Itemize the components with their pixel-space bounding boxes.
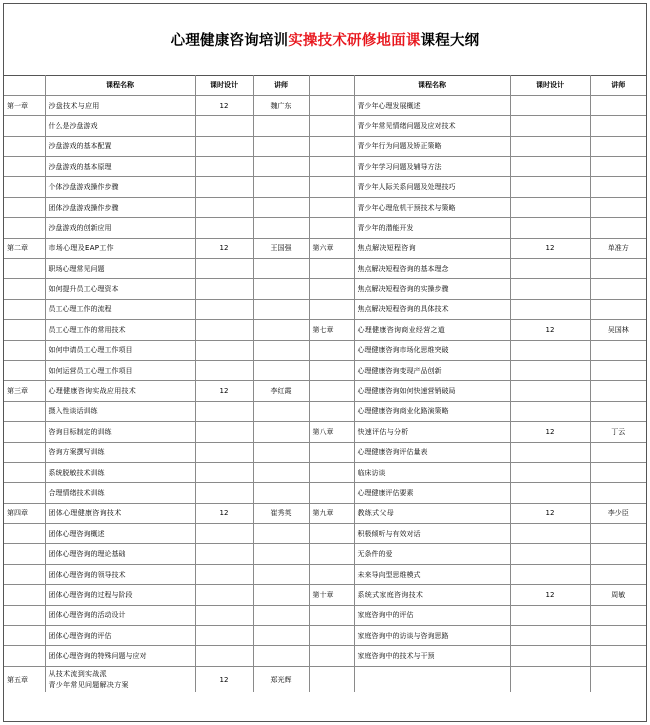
lecturer-left: [253, 360, 309, 380]
lecturer-left: [253, 197, 309, 217]
topic-right: 焦点解决短程咨询的基本理念: [354, 259, 510, 279]
lecturer-left: [253, 646, 309, 666]
chapter-label-left: [4, 646, 45, 666]
table-row: [4, 503, 646, 523]
table-row: [4, 605, 646, 625]
lecturer-left: [253, 524, 309, 544]
hours-left: 12: [195, 95, 253, 115]
lecturer-right: [590, 299, 646, 319]
lecturer-left: [253, 177, 309, 197]
lecturer-right: [590, 524, 646, 544]
topic-left: 沙盘游戏的创新应用: [45, 218, 195, 238]
lecturer-right: [590, 564, 646, 584]
hours-right: [510, 360, 590, 380]
hours-right: [510, 564, 590, 584]
chapter-title-right: 教练式父母: [354, 503, 510, 523]
syllabus-table: [4, 75, 646, 692]
topic-right: 心理健康咨询评估量表: [354, 442, 510, 462]
hours-right: [510, 462, 590, 482]
lecturer-left: [253, 585, 309, 605]
lecturer-right: [590, 605, 646, 625]
title-row: [4, 4, 646, 76]
lecturer-right: [590, 197, 646, 217]
hours-left: [195, 116, 253, 136]
topic-right: 家庭咨询中的技术与干预: [354, 646, 510, 666]
table-row: [4, 157, 646, 177]
chapter-label-left: [4, 564, 45, 584]
chapter-label-right: [309, 299, 354, 319]
topic-right: 心理健康咨询市场化思维突破: [354, 340, 510, 360]
chapter-label-right: [309, 197, 354, 217]
chapter-label-right: [309, 259, 354, 279]
table-row: [4, 646, 646, 666]
chapter-title-right: 快速评估与分析: [354, 422, 510, 442]
hours-right: 12: [510, 238, 590, 258]
hours-left: [195, 279, 253, 299]
chapter-title-left: 团体心理健康咨询技术: [45, 503, 195, 523]
chapter-label-right: [309, 524, 354, 544]
topic-left: 咨询目标制定的训练: [45, 422, 195, 442]
lecturer-right: [590, 340, 646, 360]
hours-left: 12: [195, 666, 253, 692]
table-row: [4, 585, 646, 605]
hours-right: [510, 483, 590, 503]
table-row: [4, 116, 646, 136]
table-row: [4, 422, 646, 442]
topic-left: 团体心理咨询的理论基础: [45, 544, 195, 564]
lecturer-right: [590, 483, 646, 503]
hours-right: [510, 95, 590, 115]
chapter-title-left: 心理健康咨询实战应用技术: [45, 381, 195, 401]
lecturer-right: 李少臣: [590, 503, 646, 523]
hours-left: [195, 564, 253, 584]
chapter-title-right: 心理健康咨询商业经营之道: [354, 320, 510, 340]
chapter-label-left: [4, 544, 45, 564]
chapter-label-right: [309, 666, 354, 692]
chapter-label-left: [4, 197, 45, 217]
chapter-label-right: 第九章: [309, 503, 354, 523]
hours-right: [510, 177, 590, 197]
topic-right: 青少年人际关系问题及处理技巧: [354, 177, 510, 197]
hours-left: [195, 544, 253, 564]
chapter-label-right: [309, 442, 354, 462]
hours-left: [195, 442, 253, 462]
topic-right: 心理健康咨询如何快速营销破局: [354, 381, 510, 401]
chapter-title-left: 市场心理及EAP工作: [45, 238, 195, 258]
topic-right: 家庭咨询中的评估: [354, 605, 510, 625]
topic-right: 焦点解决短程咨询的实操步骤: [354, 279, 510, 299]
hours-left: [195, 483, 253, 503]
topic-left: 团体沙盘游戏操作步骤: [45, 197, 195, 217]
title-part-3: 课程大纲: [420, 33, 480, 49]
table-row: [4, 442, 646, 462]
table-row: [4, 483, 646, 503]
topic-right: 临床访谈: [354, 462, 510, 482]
lecturer-right: [590, 177, 646, 197]
hours-left: [195, 401, 253, 421]
chapter-label-right: [309, 626, 354, 646]
hours-right: [510, 401, 590, 421]
lecturer-right: [590, 157, 646, 177]
chapter-label-right: [309, 116, 354, 136]
lecturer-right: [590, 360, 646, 380]
hours-right: [510, 666, 590, 692]
lecturer-right: [590, 626, 646, 646]
chapter-label-left: [4, 218, 45, 238]
topic-right: 心理健康咨询变现产品创新: [354, 360, 510, 380]
table-row: [4, 524, 646, 544]
page-title: [171, 29, 480, 50]
chapter-label-right: [309, 279, 354, 299]
lecturer-right: [590, 381, 646, 401]
chapter-label-left: [4, 116, 45, 136]
header-course-left: 课程名称: [45, 75, 195, 95]
hours-right: [510, 524, 590, 544]
topic-left: 摄入性谈话训练: [45, 401, 195, 421]
hours-left: [195, 585, 253, 605]
chapter-label-left: [4, 626, 45, 646]
lecturer-right: [590, 95, 646, 115]
table-row: [4, 279, 646, 299]
topic-left: 个体沙盘游戏操作步骤: [45, 177, 195, 197]
hours-right: [510, 157, 590, 177]
hours-right: 12: [510, 585, 590, 605]
lecturer-right: 周敏: [590, 585, 646, 605]
chapter-label-right: [309, 462, 354, 482]
lecturer-left: [253, 299, 309, 319]
lecturer-right: [590, 544, 646, 564]
chapter-label-left: 第四章: [4, 503, 45, 523]
hours-left: [195, 299, 253, 319]
topic-left: 系统脱敏技术训练: [45, 462, 195, 482]
hours-right: [510, 136, 590, 156]
lecturer-left: 郑光辉: [253, 666, 309, 692]
lecturer-right: [590, 279, 646, 299]
lecturer-left: [253, 544, 309, 564]
topic-left: 如何申请员工心理工作项目: [45, 340, 195, 360]
chapter-label-left: 第五章: [4, 666, 45, 692]
table-row: [4, 95, 646, 115]
table-row: [4, 462, 646, 482]
chapter-title-right: 焦点解决短程咨询: [354, 238, 510, 258]
table-row: [4, 238, 646, 258]
lecturer-left: [253, 422, 309, 442]
topic-right: 积极倾听与有效对话: [354, 524, 510, 544]
chapter-label-right: 第七章: [309, 320, 354, 340]
topic-left: 沙盘游戏的基本原理: [45, 157, 195, 177]
chapter-label-left: 第二章: [4, 238, 45, 258]
chapter-label-right: [309, 360, 354, 380]
topic-right: 青少年常见情绪问题及应对技术: [354, 116, 510, 136]
hours-right: 12: [510, 422, 590, 442]
lecturer-right: 吴国林: [590, 320, 646, 340]
hours-right: [510, 218, 590, 238]
chapter-label-left: [4, 136, 45, 156]
hours-right: [510, 381, 590, 401]
table-row: [4, 299, 646, 319]
hours-left: [195, 320, 253, 340]
topic-left: 团体心理咨询的评估: [45, 626, 195, 646]
chapter-label-left: [4, 299, 45, 319]
header-course-right: 课程名称: [354, 75, 510, 95]
lecturer-left: [253, 157, 309, 177]
lecturer-left: [253, 442, 309, 462]
header-row: [4, 75, 646, 95]
lecturer-right: 单准方: [590, 238, 646, 258]
lecturer-right: [590, 646, 646, 666]
table-row: [4, 320, 646, 340]
hours-right: [510, 626, 590, 646]
chapter-label-right: 第十章: [309, 585, 354, 605]
topic-right: 家庭咨询中的访谈与咨询思路: [354, 626, 510, 646]
hours-left: [195, 218, 253, 238]
topic-left: 咨询方案撰写训练: [45, 442, 195, 462]
lecturer-left: [253, 279, 309, 299]
header-hours-left: 课时设计: [195, 75, 253, 95]
header-chapter-left: [4, 75, 45, 95]
hours-right: [510, 442, 590, 462]
chapter-label-left: [4, 585, 45, 605]
hours-left: [195, 605, 253, 625]
chapter-label-left: [4, 360, 45, 380]
lecturer-left: 王国强: [253, 238, 309, 258]
table-row: [4, 564, 646, 584]
hours-right: [510, 259, 590, 279]
chapter-label-right: [309, 605, 354, 625]
chapter-label-right: [309, 564, 354, 584]
topic-left: 团体心理咨询的领导技术: [45, 564, 195, 584]
topic-right: 青少年心理发展概述: [354, 95, 510, 115]
syllabus-sheet: [3, 3, 647, 722]
table-row: [4, 197, 646, 217]
header-hours-right: 课时设计: [510, 75, 590, 95]
lecturer-left: [253, 136, 309, 156]
hours-right: [510, 279, 590, 299]
chapter-title-right: 系统式家庭咨询技术: [354, 585, 510, 605]
chapter-label-left: 第一章: [4, 95, 45, 115]
topic-left: 合理情绪技术训练: [45, 483, 195, 503]
chapter-label-left: [4, 524, 45, 544]
header-lecturer-right: 讲师: [590, 75, 646, 95]
topic-right: 焦点解决短程咨询的具体技术: [354, 299, 510, 319]
chapter-label-left: [4, 422, 45, 442]
hours-left: [195, 524, 253, 544]
table-row: [4, 136, 646, 156]
table-row: [4, 381, 646, 401]
lecturer-right: [590, 666, 646, 692]
chapter-label-right: [309, 157, 354, 177]
chapter-label-left: [4, 177, 45, 197]
topic-left: 员工心理工作的流程: [45, 299, 195, 319]
topic-left: 什么是沙盘游戏: [45, 116, 195, 136]
hours-left: [195, 340, 253, 360]
lecturer-left: [253, 116, 309, 136]
hours-right: [510, 299, 590, 319]
lecturer-left: [253, 605, 309, 625]
hours-left: 12: [195, 381, 253, 401]
lecturer-left: 李红霞: [253, 381, 309, 401]
topic-left: 如何提升员工心理资本: [45, 279, 195, 299]
chapter-title-line-1: 从技术流到实战派: [48, 669, 107, 678]
table-row: [4, 401, 646, 421]
topic-right: 未来导向型思维模式: [354, 564, 510, 584]
chapter-label-left: [4, 279, 45, 299]
hours-left: [195, 157, 253, 177]
chapter-label-right: 第六章: [309, 238, 354, 258]
lecturer-left: [253, 340, 309, 360]
chapter-label-left: [4, 259, 45, 279]
chapter-label-left: [4, 340, 45, 360]
lecturer-right: [590, 401, 646, 421]
lecturer-left: 魏广东: [253, 95, 309, 115]
chapter-label-left: [4, 157, 45, 177]
table-row: [4, 626, 646, 646]
lecturer-right: [590, 259, 646, 279]
hours-right: [510, 340, 590, 360]
table-row: [4, 360, 646, 380]
topic-left: 团体心理咨询概述: [45, 524, 195, 544]
hours-left: [195, 197, 253, 217]
topic-left: 如何运营员工心理工作项目: [45, 360, 195, 380]
table-row: [4, 177, 646, 197]
lecturer-left: [253, 320, 309, 340]
topic-right: 心理健康咨询商业化路演策略: [354, 401, 510, 421]
lecturer-right: [590, 136, 646, 156]
topic-left: 团体心理咨询的特殊问题与应对: [45, 646, 195, 666]
chapter-label-right: [309, 340, 354, 360]
hours-left: 12: [195, 503, 253, 523]
table-row: [4, 218, 646, 238]
table-row: [4, 666, 646, 692]
lecturer-right: [590, 116, 646, 136]
topic-right: [354, 666, 510, 692]
table-row: [4, 544, 646, 564]
chapter-label-left: [4, 401, 45, 421]
chapter-label-right: [309, 95, 354, 115]
chapter-title-left: [45, 666, 195, 692]
lecturer-left: 崔秀英: [253, 503, 309, 523]
hours-left: [195, 360, 253, 380]
lecturer-left: [253, 483, 309, 503]
hours-right: [510, 605, 590, 625]
topic-right: 青少年学习问题及辅导方法: [354, 157, 510, 177]
lecturer-right: 丁云: [590, 422, 646, 442]
chapter-title-line-2: 青少年常见问题解决方案: [48, 680, 129, 689]
topic-left: 员工心理工作的常用技术: [45, 320, 195, 340]
chapter-label-right: [309, 544, 354, 564]
lecturer-left: [253, 401, 309, 421]
topic-right: 心理健康评估要素: [354, 483, 510, 503]
lecturer-right: [590, 442, 646, 462]
hours-left: [195, 422, 253, 442]
chapter-label-right: [309, 381, 354, 401]
hours-left: [195, 177, 253, 197]
chapter-label-left: [4, 442, 45, 462]
hours-right: [510, 544, 590, 564]
chapter-label-right: [309, 218, 354, 238]
topic-right: 青少年的潜能开发: [354, 218, 510, 238]
title-part-1: 心理健康咨询培训: [170, 33, 289, 49]
hours-right: 12: [510, 320, 590, 340]
lecturer-left: [253, 626, 309, 646]
chapter-label-left: [4, 605, 45, 625]
title-part-highlight: 实操技术研修地面课: [288, 33, 421, 49]
hours-left: [195, 646, 253, 666]
lecturer-right: [590, 218, 646, 238]
topic-left: 职场心理常见问题: [45, 259, 195, 279]
hours-left: 12: [195, 238, 253, 258]
chapter-label-left: [4, 483, 45, 503]
chapter-label-right: [309, 177, 354, 197]
lecturer-left: [253, 259, 309, 279]
topic-left: 沙盘游戏的基本配置: [45, 136, 195, 156]
hours-left: [195, 136, 253, 156]
lecturer-left: [253, 218, 309, 238]
hours-left: [195, 626, 253, 646]
topic-left: 团体心理咨询的过程与阶段: [45, 585, 195, 605]
table-row: [4, 340, 646, 360]
chapter-label-right: [309, 136, 354, 156]
hours-left: [195, 259, 253, 279]
hours-right: [510, 197, 590, 217]
topic-right: 青少年行为问题及矫正策略: [354, 136, 510, 156]
chapter-label-left: 第三章: [4, 381, 45, 401]
chapter-label-right: 第八章: [309, 422, 354, 442]
chapter-label-left: [4, 462, 45, 482]
topic-right: 无条件的爱: [354, 544, 510, 564]
chapter-label-left: [4, 320, 45, 340]
topic-left: 团体心理咨询的活动设计: [45, 605, 195, 625]
hours-left: [195, 462, 253, 482]
chapter-title-left: 沙盘技术与应用: [45, 95, 195, 115]
hours-right: 12: [510, 503, 590, 523]
lecturer-left: [253, 462, 309, 482]
hours-right: [510, 646, 590, 666]
lecturer-left: [253, 564, 309, 584]
lecturer-right: [590, 462, 646, 482]
hours-right: [510, 116, 590, 136]
chapter-label-right: [309, 646, 354, 666]
chapter-label-right: [309, 483, 354, 503]
table-row: [4, 259, 646, 279]
topic-right: 青少年心理危机干预技术与策略: [354, 197, 510, 217]
header-lecturer-left: 讲师: [253, 75, 309, 95]
chapter-label-right: [309, 401, 354, 421]
header-chapter-right: [309, 75, 354, 95]
